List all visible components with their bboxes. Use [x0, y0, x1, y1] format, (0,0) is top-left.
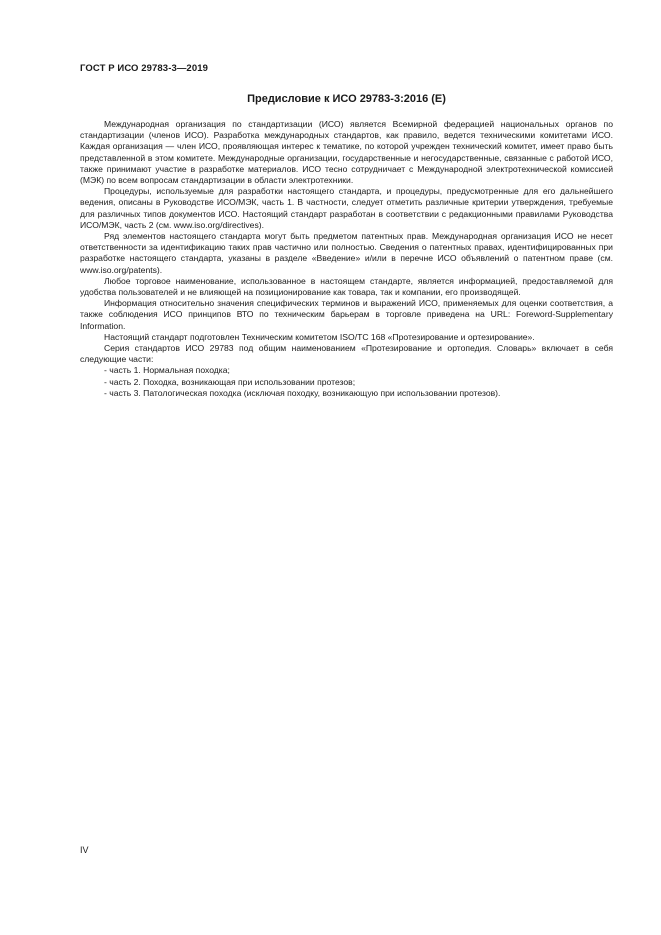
paragraph-procedures: Процедуры, используемые для разработки настоящего стандарта, и процедуры, предусмотренные для его дальнейшего ведения, описаны в Руководстве ИСО/МЭК, часть 1. В частности, следует отметить различные критерии утверждения, требуемые для различных типов документов ИСО. Настоящий стандарт разработан в соответствии с редакционными правилами Руководства ИСО/МЭК, часть 2 (см. www.iso.org/directives).: [80, 186, 613, 230]
paragraph-iso-organization: Международная организация по стандартизации (ИСО) является Всемирной федерацией национальных органов по стандартизации (членов ИСО). Разработка международных стандартов, как правило, ведется техническими комитетами ИСО. Каждая организация — член ИСО, проявляющая интерес к тематике, по которой учрежден технический комитет, имеет право быть представленной в этом комитете. Международные организации, государственные и негосударственные, связанные с работой ИСО, также принимают участие в разработке материалов. ИСО тесно сотрудничает с Международной электротехнической комиссией (МЭК) по всем вопросам стандартизации в области электротехники.: [80, 119, 613, 186]
paragraph-patent-rights: Ряд элементов настоящего стандарта могут быть предметом патентных прав. Международная организация ИСО не несет ответственности за идентификацию таких прав частично или полностью. Сведения о патентных правах, идентифицированных при разработке настоящего стандарта, указаны в разделе «Введение» и/или в перечне ИСО объявлений о патентном праве (см. www.iso.org/patents).: [80, 231, 613, 275]
foreword-title: Предисловие к ИСО 29783-3:2016 (E): [247, 93, 446, 105]
list-item: - часть 3. Патологическая походка (исключая походку, возникающую при использовании протезов).: [104, 387, 501, 398]
paragraph-technical-committee: Настоящий стандарт подготовлен Техническим комитетом ISO/TC 168 «Протезирование и ортезирование».: [104, 331, 535, 342]
parts-list: [80, 365, 613, 399]
standard-code-header: ГОСТ Р ИСО 29783-3—2019: [80, 63, 208, 74]
paragraph-series-intro: Серия стандартов ИСО 29783 под общим наименованием «Протезирование и ортопедия. Словарь» включает в себя следующие части:: [80, 343, 613, 365]
list-item: - часть 1. Нормальная походка;: [104, 365, 230, 376]
foreword-body: [80, 119, 613, 399]
list-item: - часть 2. Походка, возникающая при использовании протезов;: [104, 376, 356, 387]
paragraph-trade-names: Любое торговое наименование, использованное в настоящем стандарте, является информацией, предоставляемой для удобства пользователей и не влияющей на позиционирование как товара, так и компании, его производящей.: [80, 275, 613, 298]
page-number: IV: [80, 845, 89, 855]
paragraph-conformity-info: Информация относительно значения специфических терминов и выражений ИСО, применяемых для оценки соответствия, а также соблюдения ИСО принципов ВТО по техническим барьерам в торговле приведена на URL: Foreword-Supplementary Information.: [80, 298, 613, 331]
